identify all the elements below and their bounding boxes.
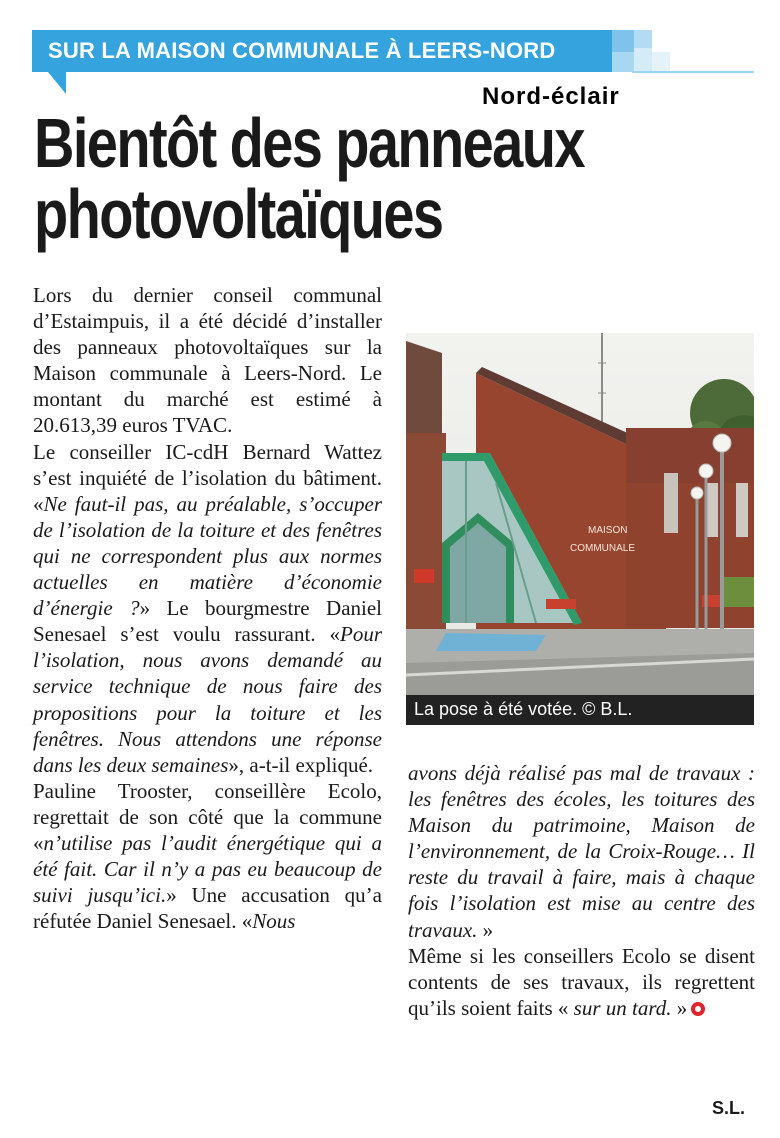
quote-senesael-2-start: Nous	[252, 909, 296, 934]
quote-ecolo: sur un tard.	[573, 995, 672, 1020]
paragraph-2	[33, 439, 382, 778]
paragraph-3-intro: Pauline Trooster, conseillère Ecolo, regrettait de son côté que la commune «	[33, 778, 382, 855]
banner-rule	[632, 71, 754, 73]
paragraph-4-close: »	[676, 995, 688, 1020]
section-banner-text: SUR LA MAISON COMMUNALE À LEERS-NORD	[48, 38, 556, 63]
paragraph-4-text: Même si les conseillers Ecolo se disent contents de ses travaux, ils regrettent qu’ils soient faits «	[408, 943, 755, 1020]
quote-wattez: Ne faut-il pas, au préalable, s’occuper de l’isolation de la toiture et des fenêtres qui ne correspondent plus aux normes actuelles en matière d’économie d’énergie ?	[33, 491, 382, 621]
banner-deco-square	[612, 30, 634, 52]
article-column-1	[33, 282, 382, 934]
section-banner	[32, 30, 632, 72]
photo-caption-text: La pose à été votée. © B.L.	[414, 699, 633, 719]
photo-caption	[406, 695, 754, 725]
banner-deco-square	[612, 52, 634, 72]
banner-deco-square	[634, 30, 652, 48]
headline-line-1: Bientôt des panneaux	[34, 104, 584, 182]
town-hall-photo	[406, 333, 754, 695]
paragraph-2-end: », a-t-il expliqué.	[228, 752, 374, 777]
author-signature: S.L.	[712, 1098, 746, 1118]
paragraph-2-mid: » Le bourgmestre Daniel Senesael s’est voulu rassurant. «	[33, 596, 383, 647]
quote-senesael-1: Pour l’isolation, nous avons demandé au service technique de nous faire des propositions pour la toiture et les fenêtres. Nous attendons une réponse dans les deux semaines	[33, 622, 382, 777]
paragraph-3-mid: » Une accusation qu’a réfutée Daniel Senesael. «	[33, 883, 382, 934]
photo-sign-line-1: MAISON	[588, 525, 628, 536]
banner-deco-square	[652, 52, 670, 72]
newspaper-name: Nord-éclair	[482, 83, 620, 110]
headline	[34, 104, 618, 253]
headline-line-2: photovoltaïques	[34, 175, 443, 253]
paragraph-2-intro: Le conseiller IC-cdH Bernard Wattez s’est inquiété de l’isolation du bâtiment. «	[33, 439, 382, 516]
article-column-2	[408, 760, 755, 1021]
paragraph-1: Lors du dernier conseil communal d’Estaimpuis, il a été décidé d’installer des panneaux photovoltaïques sur la Maison communale à Leers-Nord. Le montant du marché est estimé à 20.613,39 euros TVAC.	[33, 283, 382, 438]
quote-close: »	[477, 917, 494, 942]
banner-deco-square	[634, 48, 652, 72]
end-of-article-icon	[691, 1002, 705, 1016]
paragraph-4	[408, 943, 755, 1021]
article-photo	[406, 333, 754, 695]
paragraph-3	[33, 778, 382, 935]
paragraph-3-continued	[408, 760, 755, 943]
banner-tail	[48, 72, 66, 94]
quote-trooster: n’utilise pas l’audit énergétique qui a été fait. Car il n’y a pas eu beaucoup de suivi jusqu’ici.	[33, 830, 382, 908]
quote-senesael-2: avons déjà réalisé pas mal de travaux : les fenêtres des écoles, les toitures des Maison du patrimoine, Maison de l’environnement, de la Croix-Rouge… Il reste du travail à faire, mais à chaque fois l’isolation est mise au centre des travaux.	[408, 761, 755, 942]
photo-sign-line-2: COMMUNALE	[570, 543, 636, 554]
